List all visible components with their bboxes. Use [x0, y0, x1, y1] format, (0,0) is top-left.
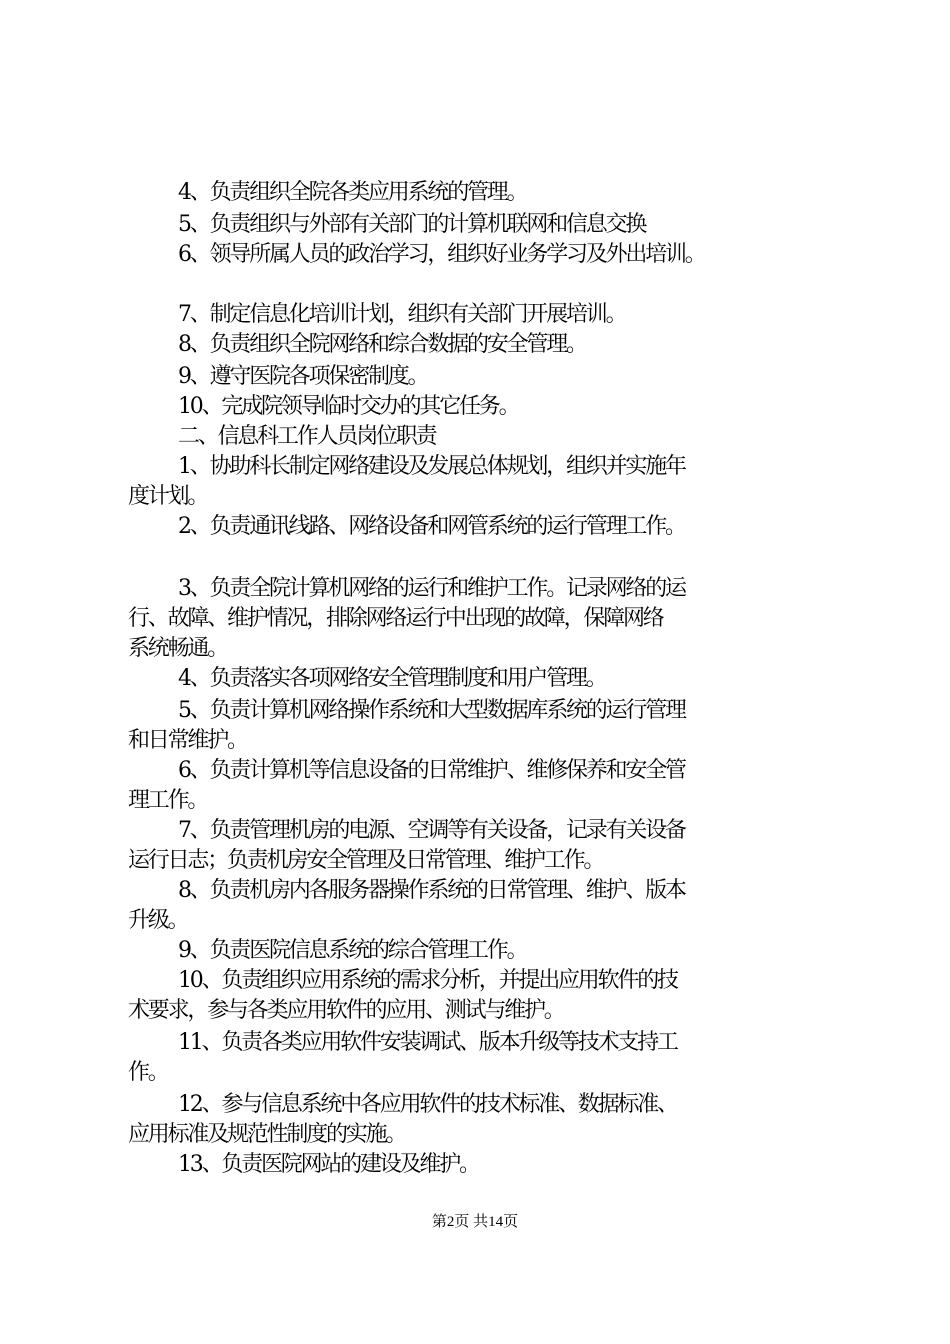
text-line: 4、负责落实各项网络安全管理制度和用户管理。	[178, 666, 606, 691]
section-heading: 二、信息科工作人员岗位职责	[178, 424, 436, 449]
text-line: 10、完成院领导临时交办的其它任务。	[178, 394, 519, 419]
text-line: 6、领导所属人员的政治学习，组织好业务学习及外出培训。	[178, 242, 705, 267]
text-line: 5、负责计算机网络操作系统和大型数据库系统的运行管理	[178, 698, 685, 723]
text-line: 6、负责计算机等信息设备的日常维护、维修保养和安全管	[178, 758, 685, 783]
text-line: 行、故障、维护情况，排除网络运行中出现的故障，保障网络	[128, 606, 663, 631]
text-line: 4、负责组织全院各类应用系统的管理。	[178, 180, 527, 205]
text-line: 5、负责组织与外部有关部门的计算机联网和信息交换	[178, 212, 646, 237]
text-line: 术要求，参与各类应用软件的应用、测试与维护。	[128, 998, 564, 1023]
text-line: 作。	[128, 1060, 168, 1085]
text-line: 和日常维护。	[128, 728, 247, 753]
text-line: 1、协助科长制定网络建设及发展总体规划，组织并实施年	[178, 454, 685, 479]
text-line: 运行日志；负责机房安全管理及日常管理、维护工作。	[128, 848, 604, 873]
text-line: 度计划。	[128, 484, 208, 509]
text-line: 8、负责组织全院网络和综合数据的安全管理。	[178, 332, 586, 357]
text-line: 11、负责各类应用软件安装调试、版本升级等技术支持工	[178, 1030, 677, 1055]
text-line: 理工作。	[128, 788, 208, 813]
text-line: 2、负责通讯线路、网络设备和网管系统的运行管理工作。	[178, 514, 685, 539]
text-line: 12、参与信息系统中各应用软件的技术标准、数据标准、	[178, 1092, 677, 1117]
text-line: 8、负责机房内各服务器操作系统的日常管理、维护、版本	[178, 878, 685, 903]
page-number: 第2页 共14页	[431, 1214, 519, 1230]
text-line: 升级。	[128, 908, 188, 933]
text-line: 9、遵守医院各项保密制度。	[178, 364, 428, 389]
text-line: 系统畅通。	[128, 636, 228, 661]
text-line: 13、负责医院网站的建设及维护。	[178, 1152, 479, 1177]
text-line: 7、制定信息化培训计划，组织有关部门开展培训。	[178, 302, 626, 327]
text-line: 3、负责全院计算机网络的运行和维护工作。记录网络的运	[178, 576, 685, 601]
text-line: 9、负责医院信息系统的综合管理工作。	[178, 938, 527, 963]
text-line: 应用标准及规范性制度的实施。	[128, 1122, 406, 1147]
text-line: 7、负责管理机房的电源、空调等有关设备，记录有关设备	[178, 818, 685, 843]
text-line: 10、负责组织应用系统的需求分析，并提出应用软件的技	[178, 968, 677, 993]
